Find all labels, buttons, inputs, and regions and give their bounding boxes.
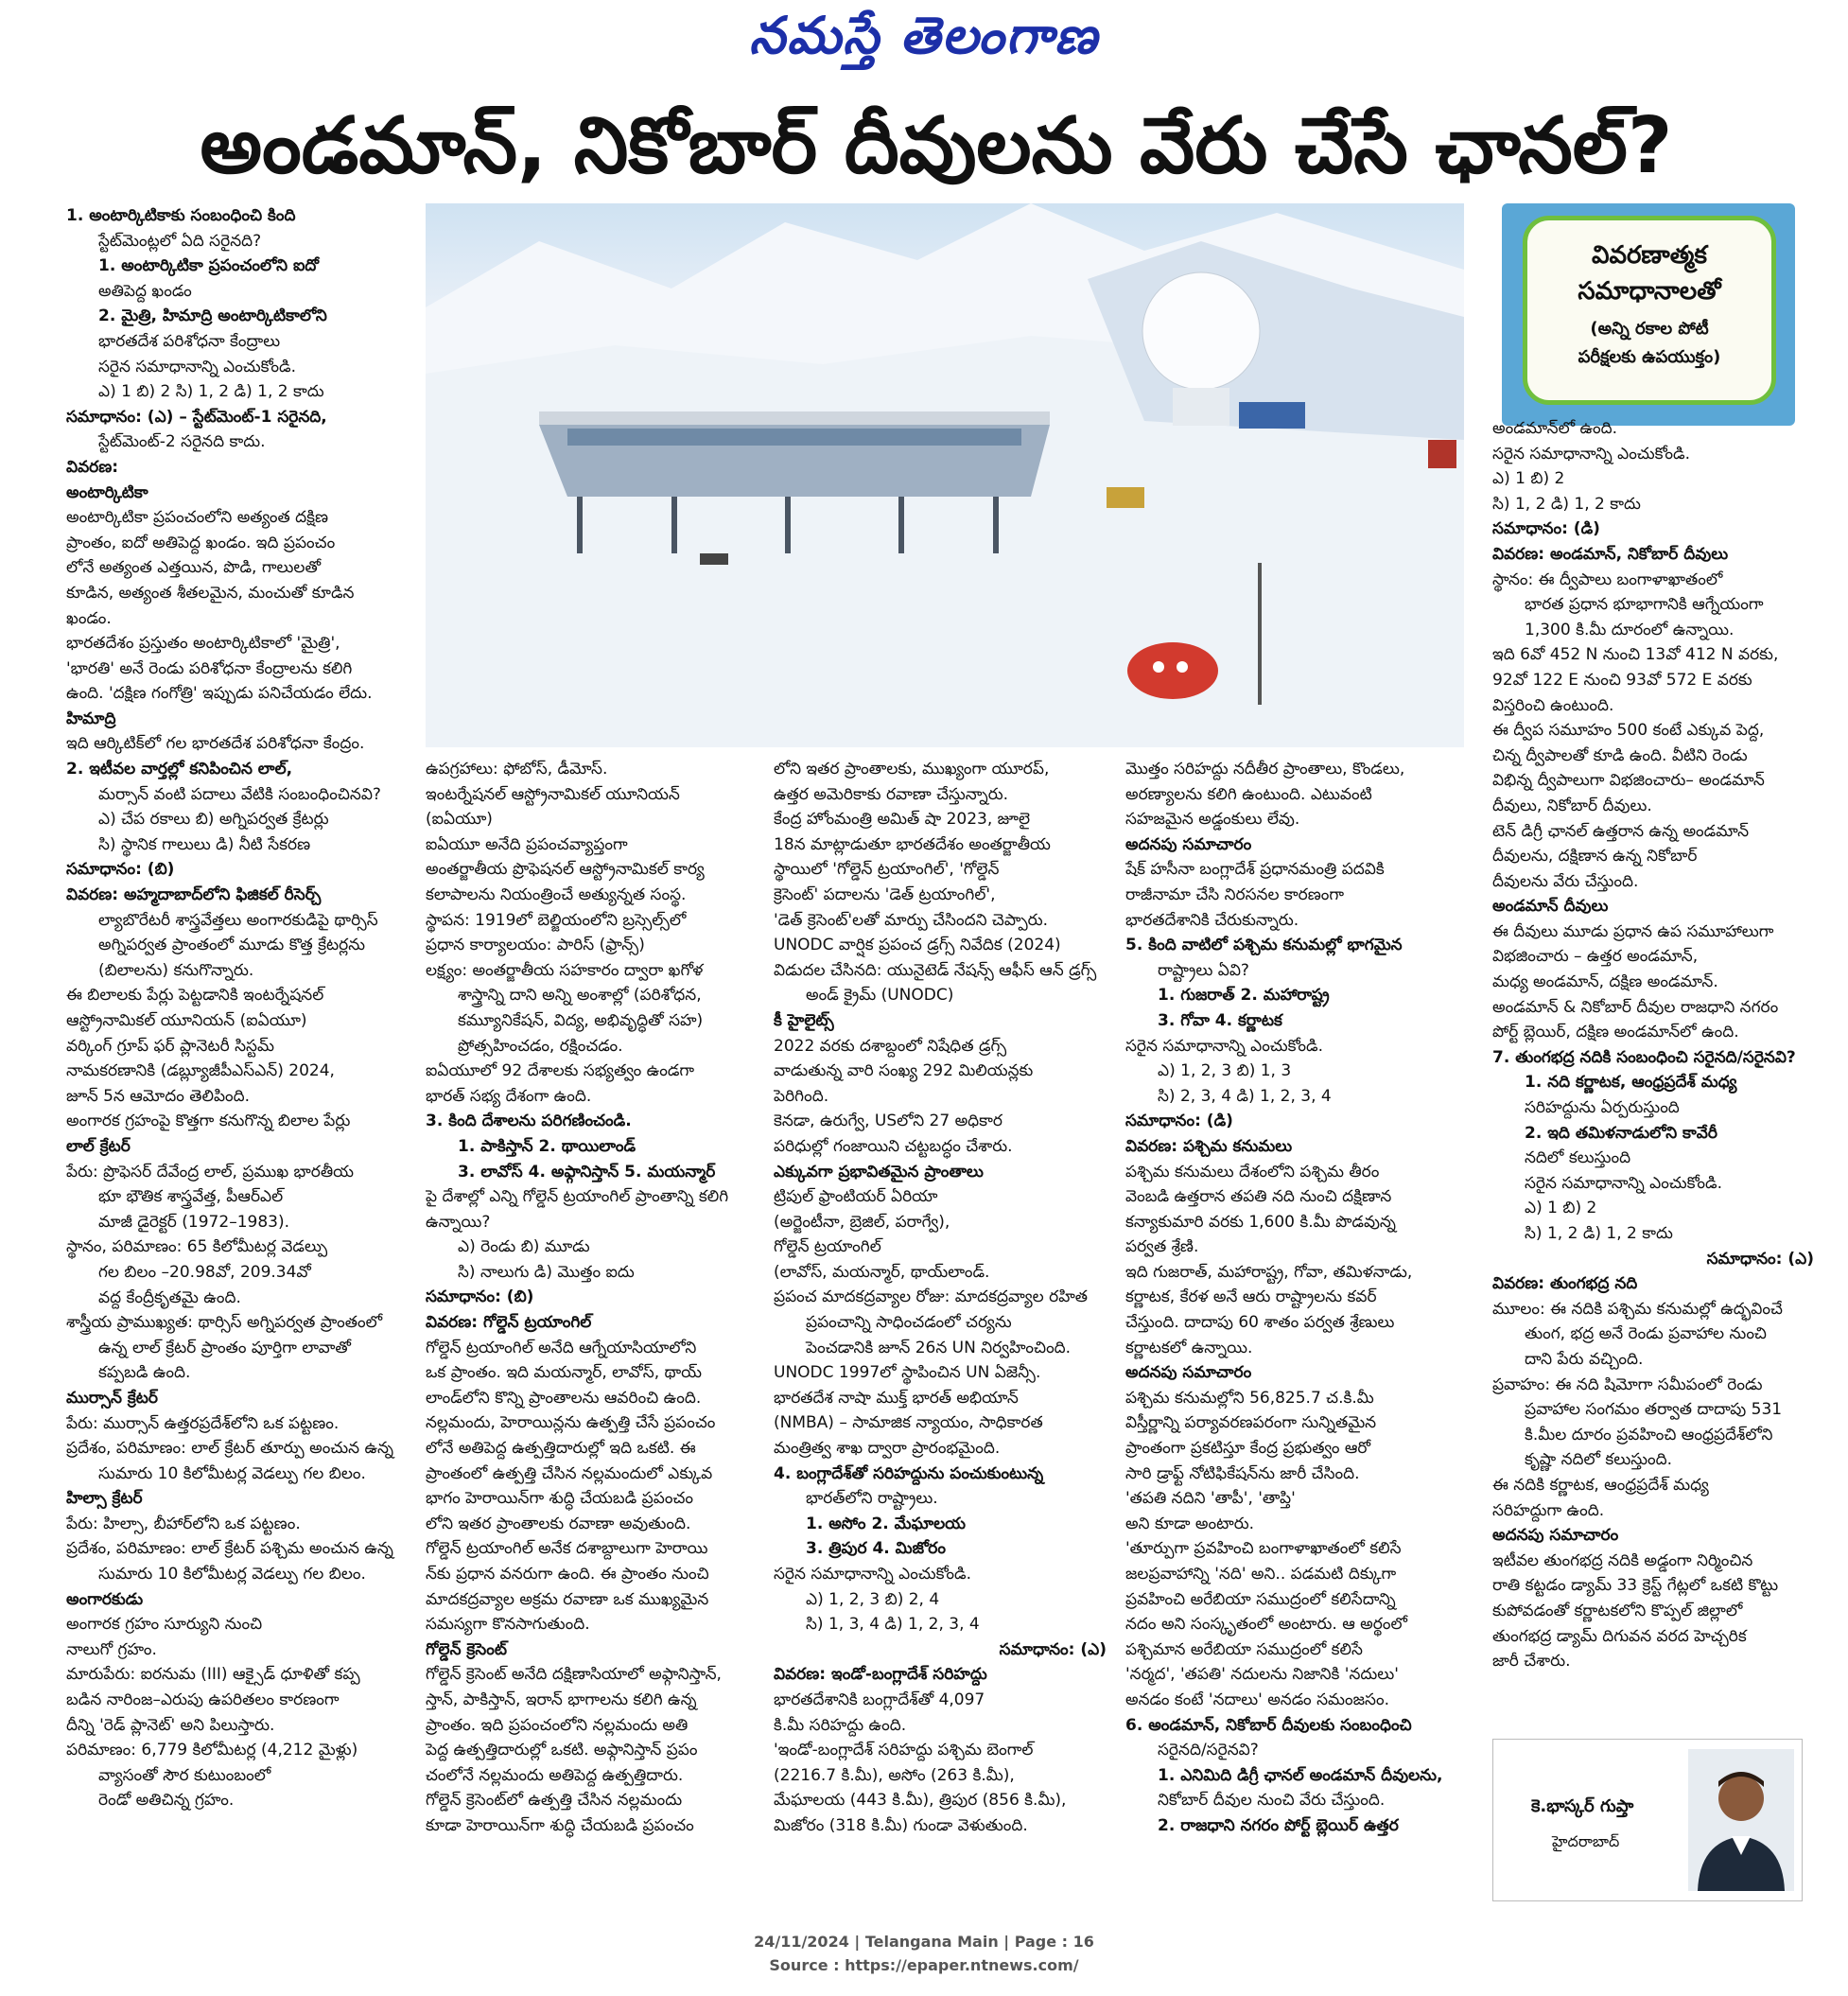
text-line: ప్రవాహం: ఈ నది షిమోగా సమీపంలో రెండు	[1492, 1374, 1763, 1394]
text-line: ఉన్నాయి?	[426, 1212, 491, 1232]
text-line: భారతదేశానికి బంగ్లాదేశ్‌తో 4,097	[774, 1690, 985, 1709]
badge-title-line-1: వివరణాత్మక	[1592, 241, 1707, 270]
author-city: హైదరాబాద్	[1552, 1832, 1620, 1850]
text-line: సరైన సమాధానాన్ని ఎంచుకోండి.	[1492, 444, 1690, 464]
text-line: అండ్ క్రైమ్ (UNODC)	[806, 986, 954, 1006]
text-line: బడిన నారింజ–ఎరుపు ఉపరితలం కారణంగా	[66, 1690, 340, 1710]
column-4	[1125, 757, 1475, 1887]
text-line: పెంచడానికి జూన్ 26న UN నిర్వహించింది.	[806, 1338, 1072, 1357]
text-line: కలాపాలను నియంత్రించే అత్యున్నత సంస్థ.	[426, 884, 687, 904]
text-line: ఒక ప్రాంతం. ఇది మయన్మార్, లావోస్, థాయ్	[426, 1363, 703, 1383]
badge-subtitle-line-1: (అన్ని రకాల పోటీ	[1590, 319, 1709, 339]
text-line: సరిహద్దును ఏర్పరుస్తుంది	[1525, 1098, 1680, 1118]
text-line: అంతర్జాతీయ ప్రొఫెషనల్ ఆస్ట్రోనామికల్ కార్య	[426, 860, 705, 880]
text-line: ఇది గుజరాత్, మహారాష్ట్ర, గోవా, తమిళనాడు,	[1125, 1262, 1413, 1282]
text-line: భారతదేశ పరిశోధనా కేంద్రాలు	[98, 331, 281, 351]
text-line: ఉంది. 'దక్షిణ గంగోత్రి' ఇప్పుడు పనిచేయడం లేదు.	[66, 684, 373, 704]
text-line: రాష్ట్రాలు ఏవి?	[1158, 960, 1249, 980]
text-line: ప్రధాన కార్యాలయం: పారిస్ (ఫ్రాన్స్)	[426, 936, 645, 955]
text-line: వివరణ:	[66, 457, 119, 477]
explanations-badge	[1523, 216, 1776, 405]
text-line: ఎ) 1 బి) 2	[1492, 469, 1565, 489]
text-line: లోని ఇతర ప్రాంతాలకు రవాణా అవుతుంది.	[426, 1514, 691, 1533]
text-line: ప్రాంతం, ఐదో అతిపెద్ద ఖండం. ఇది ప్రపంచం	[66, 533, 336, 552]
text-line: మధ్య అండమాన్, దక్షిణ అండమాన్.	[1492, 972, 1718, 992]
text-line: భారత్‌లోని రాష్ట్రాలు.	[806, 1489, 938, 1509]
text-line: పశ్చిమ కనుమలు దేశంలోని పశ్చిమ తీరం	[1125, 1162, 1380, 1182]
text-line: దీవులు, నికోబార్ దీవులు.	[1492, 796, 1652, 815]
text-line: ఎ) 1 బి) 2	[1525, 1199, 1597, 1218]
text-line: అగ్నిపర్వత ప్రాంతంలో మూడు కొత్త క్రేటర్లను	[98, 936, 366, 955]
text-line: స్టేట్‌మెంట్లలో ఏది సరైనది?	[98, 231, 262, 251]
text-line: 92వో 122 E నుంచి 93వో 572 E వరకు	[1492, 670, 1752, 690]
text-line: ఉపగ్రహాలు: ఫోబోస్, డీమోస్.	[426, 760, 608, 779]
text-line: పెద్ద ఉత్పత్తిదారుల్లో ఒకటి. అఫ్గానిస్తాన్ ప్రపం	[426, 1741, 698, 1760]
text-line: హిమాద్రి	[66, 709, 116, 728]
text-line: కప్పబడి ఉంది.	[98, 1363, 191, 1383]
text-line: వెంబడి ఉత్తరాన తపతి నది నుంచి దక్షిణాన	[1125, 1187, 1392, 1207]
text-line: సరైన సమాధానాన్ని ఎంచుకోండి.	[1125, 1036, 1323, 1056]
text-line: 3. కింది దేశాలను పరిగణించండి.	[426, 1112, 632, 1131]
text-line: లోని ఇతర ప్రాంతాలకు, ముఖ్యంగా యూరప్,	[774, 760, 1050, 779]
text-line: ప్రదేశం, పరిమాణం: లాల్ క్రేటర్ పశ్చిమ అంచున ఉన్న	[66, 1539, 393, 1559]
text-line: అదనపు సమాచారం	[1125, 834, 1252, 854]
text-line: 1. గుజరాత్ 2. మహారాష్ట్ర	[1158, 986, 1330, 1006]
author-name: కె.భాస్కర్ గుప్తా	[1531, 1796, 1634, 1816]
footer-date-page: 24/11/2024 | Telangana Main | Page : 16	[754, 1933, 1094, 1951]
headline: అండమాన్, నికోబార్ దీవులను వేరు చేసే ఛానల్?	[200, 101, 1673, 191]
text-line: విభిన్న ద్వీపాలుగా విభజించారు– అండమాన్	[1492, 771, 1765, 791]
photo-scene	[426, 203, 1464, 747]
column-5	[1492, 416, 1814, 1731]
text-line: పేరు: ముర్సాన్ ఉత్తరప్రదేశ్‌లోని ఒక పట్టణం.	[66, 1413, 340, 1433]
text-line: ప్రపంచ మాదకద్రవ్యాల రోజు: మాదకద్రవ్యాల రహిత	[774, 1287, 1088, 1307]
text-line: సి) 1, 2 డి) 1, 2 కాదు	[1525, 1224, 1673, 1243]
text-line: జలప్రవాహాన్ని 'నది' అని.. పడమటి దిక్కుగా	[1125, 1565, 1397, 1584]
text-line: గల బిలం –20.98వో, 209.34వో	[98, 1262, 311, 1282]
text-line: సరైన సమాధానాన్ని ఎంచుకోండి.	[98, 357, 296, 376]
text-line: భారతదేశ నాషా ముక్త్ భారత్ అభియాన్	[774, 1388, 1019, 1408]
text-line: 'డెత్ క్రెసెంట్'లతో మార్పు చేసిందని చెప్పారు.	[774, 910, 1048, 930]
footer-source: Source : https://epaper.ntnews.com/	[769, 1956, 1079, 1974]
text-line: వివరణ: తుంగభద్ర నది	[1492, 1274, 1638, 1294]
text-line: లాండ్‌లోని కొన్ని ప్రాంతాలను ఆవరించి ఉంది.	[426, 1388, 702, 1408]
text-line: వర్కింగ్ గ్రూప్ ఫర్ ప్లానెటరీ సిస్టమ్	[66, 1036, 274, 1056]
text-line: నదం అని సంస్కృతంలో అంటారు. ఆ అర్థంలో	[1125, 1615, 1407, 1635]
text-line: ఎ) 1, 2, 3 బి) 1, 3	[1158, 1061, 1292, 1081]
text-line: 18న మాట్లాడుతూ భారతదేశం అంతర్జాతీయ	[774, 834, 1051, 854]
text-line: వివరణ: అండమాన్, నికోబార్ దీవులు	[1492, 544, 1729, 564]
text-line: అంటార్కిటికా	[66, 482, 148, 502]
text-line: విస్తీర్ణాన్ని పర్యావరణపరంగా సున్నితమైన	[1125, 1413, 1377, 1433]
text-line: సి) 1, 3, 4 డి) 1, 2, 3, 4	[806, 1615, 980, 1635]
text-line: వివరణ: పశ్చిమ కనుమలు	[1125, 1136, 1293, 1156]
text-line: సి) నాలుగు డి) మొత్తం ఐదు	[458, 1262, 635, 1282]
text-line: టెన్ డిగ్రీ ఛానల్ ఉత్తరాన ఉన్న అండమాన్	[1492, 821, 1750, 841]
text-line: కుపోవడంతో కర్ణాటకలోని కొప్పల్ జిల్లాలో	[1492, 1601, 1743, 1620]
text-line: ప్రవహించి అరేబియా సముద్రంలో కలిసేదాన్ని	[1125, 1589, 1396, 1609]
text-line: మేఘాలయ (443 కి.మీ), త్రిపుర (856 కి.మీ),	[774, 1791, 1067, 1811]
text-line: ఇంటర్నేషనల్ ఆస్ట్రోనామికల్ యూనియన్	[426, 784, 680, 804]
text-line: సమాధానం: (ఎ)	[999, 1639, 1107, 1659]
text-line: మూలం: ఈ నదికి పశ్చిమ కనుమల్లో ఉద్భవించే	[1492, 1299, 1783, 1319]
text-line: అంగారకుడు	[66, 1589, 144, 1609]
text-line: స్తాన్, పాకిస్తాన్, ఇరాన్ భాగాలను కలిగి ఉన్న	[426, 1690, 697, 1709]
text-line: ఖండం.	[66, 608, 112, 628]
text-line: UNODC వార్షిక ప్రపంచ డ్రగ్స్ నివేదిక (2024)	[774, 936, 1061, 955]
text-line: దీన్ని 'రెడ్ ప్లానెట్' అని పిలుస్తారు.	[66, 1715, 275, 1735]
text-line: భారతదేశానికి చేరుకున్నారు.	[1125, 910, 1299, 930]
text-line: క్రెసెంట్' పదాలను 'డెత్ ట్రయాంగిల్',	[774, 884, 996, 904]
text-line: 2. రాజధాని నగరం పోర్ట్ బ్లెయిర్ ఉత్తర	[1158, 1815, 1399, 1835]
text-line: నామకరణానికి (డబ్ల్యూజీపీఎస్ఎన్) 2024,	[66, 1061, 335, 1081]
text-line: సమాధానం: (డి)	[1125, 1112, 1233, 1131]
text-line: అతిపెద్ద ఖండం	[98, 281, 192, 301]
text-line: ట్రిపుల్ ఫ్రాంటియర్ ఏరియా	[774, 1187, 938, 1207]
text-line: సమాధానం: (డి)	[1492, 519, 1600, 539]
text-line: 3. త్రిపుర 4. మిజోరం	[806, 1539, 946, 1559]
text-line: 1. ఎనిమిది డిగ్రీ ఛానల్ అండమాన్ దీవులను,	[1158, 1765, 1443, 1785]
text-line: అంగారక గ్రహంపై కొత్తగా కనుగొన్న బిలాల పేర్లు	[66, 1112, 351, 1131]
text-line: కి.మీ సరిహద్దు ఉంది.	[774, 1715, 907, 1735]
text-line: ఎ) 1, 2, 3 బి) 2, 4	[806, 1589, 940, 1609]
text-line: సి) స్థానిక గాలులు డి) నీటి సేకరణ	[98, 834, 311, 854]
text-line: ప్రదేశం, పరిమాణం: లాల్ క్రేటర్ తూర్పు అంచున ఉన్న	[66, 1439, 394, 1459]
text-line: జూన్ 5న ఆమోదం తెలిపింది.	[66, 1086, 251, 1106]
text-line: నికోబార్ దీవుల నుంచి వేరు చేస్తుంది.	[1158, 1791, 1386, 1811]
text-line: ఉత్తర అమెరికాకు రవాణా చేస్తున్నారు.	[774, 784, 1009, 804]
text-line: భాగం హెరాయిన్‌గా శుద్ధి చేయబడి ప్రపంచం	[426, 1489, 693, 1509]
text-line: 3. లావోస్ 4. అఫ్గానిస్తాన్ 5. మయన్మార్	[458, 1162, 716, 1182]
text-line: పోర్ట్ బ్లెయిర్, దక్షిణ అండమాన్‌లో ఉంది.	[1492, 1023, 1739, 1042]
badge-subtitle-line-2: పరీక్షలకు ఉపయుక్తం)	[1578, 347, 1721, 367]
text-line: జారీ చేశారు.	[1492, 1652, 1571, 1672]
text-line: ప్రోత్సహించడం, రక్షించడం.	[458, 1036, 623, 1056]
text-line: మాదకద్రవ్యాల అక్రమ రవాణా ఒక ముఖ్యమైన	[426, 1589, 709, 1609]
text-line: గోల్డెన్ ట్రయాంగిల్ అనేది ఆగ్నేయాసియాలోని	[426, 1338, 697, 1357]
text-line: రాజీనామా చేసి నిరసనల కారణంగా	[1125, 884, 1345, 904]
text-line: గోల్డెన్ ట్రయాంగిల్	[774, 1237, 881, 1257]
text-line: ల్యాబొరేటరీ శాస్త్రవేత్తలు అంగారకుడిపై థార్సిస్	[98, 910, 378, 930]
text-line: అదనపు సమాచారం	[1125, 1363, 1252, 1383]
text-line: 3. గోవా 4. కర్ణాటక	[1158, 1010, 1282, 1030]
text-line: షేక్ హసీనా బంగ్లాదేశ్ ప్రధానమంత్రి పదవికి	[1125, 860, 1385, 880]
text-line: స్థాయిలో 'గోల్డెన్ ట్రయాంగిల్', 'గోల్డెన్	[774, 860, 1000, 880]
portrait-image	[1688, 1749, 1794, 1891]
text-line: 2. మైత్రి, హిమాద్రి అంటార్కిటికాలోని	[98, 306, 327, 326]
text-line: అండమాన్‌లో ఉంది.	[1492, 419, 1618, 438]
text-line: పశ్చిమ కనుమల్లోని 56,825.7 చ.కి.మీ	[1125, 1388, 1374, 1408]
text-line: కమ్యూనికేషన్, విద్య, అభివృద్ధితో సహ)	[458, 1010, 704, 1030]
text-line: రాతి కట్టడం డ్యామ్ 33 క్రెస్ట్ గేట్లలో ఒకటి కొట్టు	[1492, 1576, 1779, 1596]
text-line: (NMBA) – సామాజిక న్యాయం, సాధికారత	[774, 1413, 1043, 1433]
text-line: కెనడా, ఉరుగ్వే, USలోని 27 అధికార	[774, 1112, 1003, 1131]
column-3	[774, 757, 1107, 1887]
text-line: మర్సాన్ వంటి పదాలు వేటికి సంబంధించినవి?	[98, 784, 381, 804]
text-line: లక్ష్యం: అంతర్జాతీయ సహకారం ద్వారా ఖగోళ	[426, 960, 704, 980]
text-line: చంలోనే నల్లమందు అతిపెద్ద ఉత్పత్తిదారు.	[426, 1765, 684, 1785]
text-line: కి.మీల దూరం ప్రవహించి ఆంధ్రప్రదేశ్‌లోని	[1525, 1425, 1773, 1444]
text-line: ఎ) 1 బి) 2 సి) 1, 2 డి) 1, 2 కాదు	[98, 382, 324, 402]
text-line: లాల్ క్రేటర్	[66, 1136, 131, 1156]
text-line: పరిధుల్లో గంజాయిని చట్టబద్ధం చేశారు.	[774, 1136, 1013, 1156]
text-line: ప్రాంతంలో ఉత్పత్తి చేసిన నల్లమందులో ఎక్కువ	[426, 1463, 713, 1483]
column-2	[426, 757, 758, 1887]
text-line: 'తూర్పుగా ప్రవహించి బంగాళాఖాతంలో కలిసే	[1125, 1539, 1402, 1559]
text-line: ఆస్ట్రోనామికల్ యూనియన్ (ఐఏయూ)	[66, 1011, 307, 1030]
text-line: 'ఇండో-బంగ్లాదేశ్ సరిహద్దు పశ్చిమ బెంగాల్	[774, 1741, 1034, 1760]
text-line: తుంగ, భద్ర అనే రెండు ప్రవాహాల నుంచి	[1525, 1324, 1767, 1344]
text-line: 1. అసోం 2. మేఘాలయ	[806, 1514, 967, 1533]
text-line: వాడుతున్న వారి సంఖ్య 292 మిలియన్లకు	[774, 1061, 1034, 1081]
text-line: అంటార్కిటికా ప్రపంచంలోని అత్యంత దక్షిణ	[66, 508, 329, 528]
text-line: సరైన సమాధానాన్ని ఎంచుకోండి.	[774, 1565, 971, 1584]
text-line: ఇది 6వో 452 N నుంచి 13వో 412 N వరకు,	[1492, 645, 1779, 665]
text-line: 1. అంటార్కిటికా ప్రపంచంలోని ఐదో	[98, 256, 320, 276]
text-line: కూడిన, అత్యంత శీతలమైన, మంచుతో కూడిన	[66, 583, 355, 603]
text-line: ముర్సాన్ క్రేటర్	[66, 1388, 158, 1408]
text-line: వివరణ: అహ్మదాబాద్‌లోని ఫిజికల్ రీసెర్చ్	[66, 885, 322, 905]
text-line: అనడం కంటే 'నదాలు' అనడం సమంజసం.	[1125, 1690, 1390, 1709]
text-line: అని కూడా అంటారు.	[1125, 1514, 1255, 1533]
text-line: ఉన్న లాల్ క్రేటర్ ప్రాంతం పూర్తిగా లావాతో	[98, 1338, 351, 1357]
text-line: పరిమాణం: 6,779 కిలోమీటర్ల (4,212 మైళ్లు)	[66, 1741, 358, 1760]
text-line: విస్తరించి ఉంటుంది.	[1492, 695, 1614, 715]
text-line: స్థాపన: 1919లో బెల్జియంలోని బ్రస్సెల్స్‌లో	[426, 910, 687, 930]
text-line: ఐఏయూలో 92 దేశాలకు సభ్యత్వం ఉండగా	[426, 1061, 695, 1081]
text-line: చిన్న ద్వీపాలతో కూడి ఉంది. వీటిని రెండు	[1492, 745, 1748, 765]
text-line: వ్యాసంతో సౌర కుటుంబంలో	[98, 1765, 271, 1785]
text-line: శాస్త్రీయ ప్రాముఖ్యత: థార్సిస్ అగ్నిపర్వత ప్రాంతంలో	[66, 1313, 383, 1333]
text-line: తుంగభద్ర డ్యామ్ దిగువన వరద హెచ్చరిక	[1492, 1626, 1747, 1646]
text-line: 2022 వరకు దశాబ్దంలో నిషేధిత డ్రగ్స్	[774, 1036, 1007, 1056]
text-line: 'భారతి' అనే రెండు పరిశోధనా కేంద్రాలను కలిగి	[66, 658, 353, 678]
text-line: ఈ ద్వీప సమూహం 500 కంటే ఎక్కువ పెద్ద,	[1492, 721, 1765, 741]
text-line: నాలుగో గ్రహం.	[66, 1639, 157, 1659]
text-line: విడుదల చేసినది: యునైటెడ్ నేషన్స్ ఆఫీస్ ఆన్ డ్రగ్స్	[774, 960, 1097, 980]
text-line: 2. ఇది తమిళనాడులోని కావేరీ	[1525, 1123, 1717, 1143]
text-line: 1. పాకిస్తాన్ 2. థాయిలాండ్	[458, 1136, 636, 1156]
text-line: పేరు: ప్రొఫెసర్ దేవేంద్ర లాల్, ప్రముఖ భారతీయ	[66, 1162, 355, 1182]
text-line: దీవులను, దక్షిణాన ఉన్న నికోబార్	[1492, 847, 1698, 867]
text-line: సరైన సమాధానాన్ని ఎంచుకోండి.	[1525, 1173, 1722, 1193]
text-line: (అర్జెంటీనా, బ్రెజిల్, పరాగ్వే),	[774, 1212, 950, 1232]
text-line: లోనే అతిపెద్ద ఉత్పత్తిదారుల్లో ఇది ఒకటి. ఈ	[426, 1439, 696, 1459]
text-line: అరణ్యాలను కలిగి ఉంటుంది. ఎటువంటి	[1125, 784, 1372, 804]
text-line: కృష్ణా నదిలో కలుస్తుంది.	[1525, 1450, 1673, 1470]
text-line: గోల్డెన్ క్రెసెంట్‌లో ఉత్పత్తి చేసిన నల్లమందు	[426, 1791, 683, 1811]
text-line: 5. కింది వాటిలో పశ్చిమ కనుమల్లో భాగమైన	[1125, 936, 1403, 955]
text-line: 4. బంగ్లాదేశ్‌తో సరిహద్దును పంచుకుంటున్న	[774, 1463, 1044, 1483]
text-line: ఎక్కువగా ప్రభావితమైన ప్రాంతాలు	[774, 1162, 984, 1182]
text-line: కర్ణాటకలో ఉన్నాయి.	[1125, 1338, 1253, 1357]
text-line: నల్లమందు, హెరాయిన్లను ఉత్పత్తి చేసే ప్రపంచం	[426, 1413, 716, 1433]
text-line: చేస్తుంది. దాదాపు 60 శాతం పర్వత శ్రేణులు	[1125, 1313, 1395, 1333]
text-line: సహజమైన అడ్డంకులు లేవు.	[1125, 810, 1300, 830]
text-line: పేరు: హిల్సా, బీహార్‌లోని ఒక పట్టణం.	[66, 1514, 301, 1533]
text-line: ఇది ఆర్కిటిక్‌లో గల భారతదేశ పరిశోధనా కేంద్రం.	[66, 734, 365, 754]
text-line: ఈ బిలాలకు పేర్లు పెట్టడానికి ఇంటర్నేషనల్	[66, 986, 324, 1006]
text-line: మారుపేరు: ఐరనుమ (III) ఆక్సైడ్ ధూళితో కప్ప	[66, 1665, 360, 1685]
text-line: దీవులను వేరు చేస్తుంది.	[1492, 871, 1639, 891]
text-line: ఎ) చేప రకాలు బి) అగ్నిపర్వత క్రేటర్లు	[98, 810, 329, 830]
text-line: ప్రపంచాన్ని సాధించడంలో చర్యను	[806, 1313, 1012, 1333]
text-line: 7. తుంగభద్ర నదికి సంబంధించి సరైనది/సరైనవి?	[1492, 1047, 1796, 1067]
text-line: (లావోస్, మయన్మార్, థాయ్‌లాండ్.	[774, 1262, 990, 1282]
text-line: (ఐఏయూ)	[426, 810, 493, 830]
text-line: మాజీ డైరెక్టర్ (1972–1983).	[98, 1212, 289, 1232]
text-line: అదనపు సమాచారం	[1492, 1526, 1619, 1546]
text-line: వివరణ: ఇండో-బంగ్లాదేశ్ సరిహద్దు	[774, 1665, 987, 1685]
text-line: మిజోరం (318 కి.మీ) గుండా వెళుతుంది.	[774, 1815, 1028, 1835]
text-line: స్థానం, పరిమాణం: 65 కిలోమీటర్ల వెడల్పు	[66, 1237, 328, 1257]
text-line: మొత్తం సరిహద్దు నదీతీర ప్రాంతాలు, కొండలు,	[1125, 760, 1405, 779]
text-line: సమస్యగా కొనసాగుతుంది.	[426, 1615, 590, 1635]
text-line: సి) 1, 2 డి) 1, 2 కాదు	[1492, 494, 1641, 514]
text-line: ప్రవాహాల సంగమం తర్వాత దాదాపు 531	[1525, 1400, 1783, 1420]
text-line: భారతదేశం ప్రస్తుతం అంటార్కిటికాలో 'మైత్రి',	[66, 634, 340, 654]
text-line: సుమారు 10 కిలోమీటర్ల వెడల్పు గల బిలం.	[98, 1565, 366, 1585]
text-line: (బిలాలను) కనుగొన్నారు.	[98, 960, 254, 980]
author-portrait	[1688, 1749, 1794, 1891]
text-line: ఐఏయూ అనేది ప్రపంచవ్యాప్తంగా	[426, 834, 628, 854]
text-line: భారత ప్రధాన భూభాగానికి ఆగ్నేయంగా	[1525, 595, 1764, 615]
text-line: కీ హైలైట్స్	[774, 1010, 834, 1030]
text-line: అండమాన్ & నికోబార్ దీవుల రాజధాని నగరం	[1492, 997, 1779, 1017]
text-line: 'నర్మద', 'తపతి' నదులను నిజానికి 'నదులు'	[1125, 1665, 1399, 1685]
text-line: హిల్సా క్రేటర్	[66, 1489, 143, 1509]
text-line: అంగారక గ్రహం సూర్యుని నుంచి	[66, 1615, 263, 1635]
text-line: నదిలో కలుస్తుంది	[1525, 1148, 1631, 1168]
text-line: కర్ణాటక, కేరళ అనే ఆరు రాష్ట్రాలను కవర్	[1125, 1287, 1377, 1307]
text-line: పై దేశాల్లో ఎన్ని గోల్డెన్ ట్రయాంగిల్ ప్రాంతాన్ని కలిగి	[426, 1187, 729, 1207]
text-line: దాని పేరు వచ్చింది.	[1525, 1349, 1644, 1369]
text-line: భారత్ సభ్య దేశంగా ఉంది.	[426, 1086, 592, 1106]
text-line: గోల్డెన్ క్రెసెంట్ అనేది దక్షిణాసియాలో అఫ్గానిస్తాన్,	[426, 1665, 722, 1685]
text-line: 2. ఇటీవల వార్తల్లో కనిపించిన లాల్,	[66, 760, 293, 779]
text-line: ఈ దీవులు మూడు ప్రధాన ఉప సమూహాలుగా	[1492, 921, 1774, 941]
text-line: కూడా హెరాయిన్‌గా శుద్ధి చేయబడి ప్రపంచం	[426, 1815, 694, 1835]
text-line: 1. నది కర్ణాటక, ఆంధ్రప్రదేశ్ మధ్య	[1525, 1073, 1737, 1093]
text-line: గోల్డెన్ క్రెసెంట్	[426, 1639, 507, 1659]
badge-title-line-2: సమాధానాలతో	[1578, 277, 1721, 306]
text-line: సుమారు 10 కిలోమీటర్ల వెడల్పు గల బిలం.	[98, 1463, 366, 1483]
text-line: 6. అండమాన్, నికోబార్ దీవులకు సంబంధించి	[1125, 1715, 1412, 1735]
author-box	[1492, 1739, 1803, 1901]
text-line: కన్యాకుమారి వరకు 1,600 కి.మీ పొడవున్న	[1125, 1212, 1396, 1232]
text-line: 1,300 కి.మీ దూరంలో ఉన్నాయి.	[1525, 620, 1735, 639]
text-line: పశ్చిమాన అరేబియా సముద్రంలో కలిసే	[1125, 1639, 1363, 1659]
text-line: వివరణ: గోల్డెన్ ట్రయాంగిల్	[426, 1313, 592, 1333]
text-line: భూ భౌతిక శాస్త్రవేత్త, పీఆర్ఎల్	[98, 1187, 284, 1207]
text-line: UNODC 1997లో స్థాపించిన UN ఏజెన్సీ.	[774, 1363, 1041, 1383]
text-line: సారి డ్రాఫ్ట్ నోటిఫికేషన్‌ను జారీ చేసింది.	[1125, 1463, 1360, 1483]
text-line: ఎ) రెండు బి) మూడు	[458, 1237, 590, 1257]
text-line: రెండో అతిచిన్న గ్రహం.	[98, 1791, 235, 1811]
text-line: కేంద్ర హోంమంత్రి అమిత్ షా 2023, జూలై	[774, 810, 1031, 830]
text-line: పెరిగింది.	[774, 1086, 829, 1106]
text-line: అండమాన్ దీవులు	[1492, 897, 1609, 917]
masthead: నమస్తే తెలంగాణ	[749, 6, 1099, 65]
text-line: గోల్డెన్ ట్రయాంగిల్ అనేక దశాబ్దాలుగా హెరాయి	[426, 1539, 708, 1559]
text-line: సమాధానం: (బి)	[66, 860, 175, 880]
text-line: మంత్రిత్వ శాఖ ద్వారా ప్రారంభమైంది.	[774, 1439, 1001, 1459]
text-line: ప్రాంతంగా ప్రకటిస్తూ కేంద్ర ప్రభుత్వం ఆరో	[1125, 1439, 1371, 1459]
text-line: విభజించారు – ఉత్తర అండమాన్,	[1492, 947, 1699, 967]
text-line: స్థానం: ఈ ద్వీపాలు బంగాళాఖాతంలో	[1492, 569, 1723, 589]
text-line: సరైనది/సరైనవి?	[1158, 1741, 1259, 1760]
text-line: ఇటీవల తుంగభద్ర నదికి అడ్డంగా నిర్మించిన	[1492, 1550, 1753, 1570]
text-line: వద్ద కేంద్రీకృతమై ఉంది.	[98, 1287, 241, 1307]
text-line: సి) 2, 3, 4 డి) 1, 2, 3, 4	[1158, 1086, 1332, 1106]
text-line: సమాధానం: (బి)	[426, 1287, 534, 1307]
text-line: లోనే అత్యంత ఎత్తయిన, పొడి, గాలులతో	[66, 558, 322, 578]
text-line: ఈ నదికి కర్ణాటక, ఆంధ్రప్రదేశ్ మధ్య	[1492, 1475, 1709, 1495]
text-line: న్‌కు ప్రధాన వనరుగా ఉంది. ఈ ప్రాంతం నుంచి	[426, 1565, 709, 1584]
text-line: స్టేట్‌మెంట్-2 సరైనది కాదు.	[98, 432, 266, 452]
text-line: ప్రాంతం. ఇది ప్రపంచంలోని నల్లమందు అతి	[426, 1715, 689, 1735]
text-line: (2216.7 కి.మీ), అసోం (263 కి.మీ),	[774, 1765, 1015, 1785]
text-line: సమాధానం: (ఎ) – స్టేట్‌మెంట్-1 సరైనది,	[66, 407, 327, 427]
column-1	[66, 203, 407, 1887]
antarctic-station-photo	[426, 203, 1464, 747]
text-line: 'తపతి నదిని 'తాపీ', 'తాప్తి'	[1125, 1489, 1296, 1509]
text-line: శాస్త్రాన్ని దాని అన్ని అంశాల్లో (పరిశోధన,	[458, 986, 702, 1006]
text-line: 1. అంటార్కిటికాకు సంబంధించి కింది	[66, 206, 296, 225]
text-line: పర్వత శ్రేణి.	[1125, 1237, 1199, 1257]
text-line: సమాధానం: (ఎ)	[1706, 1249, 1814, 1269]
text-line: సరిహద్దుగా ఉంది.	[1492, 1500, 1605, 1520]
